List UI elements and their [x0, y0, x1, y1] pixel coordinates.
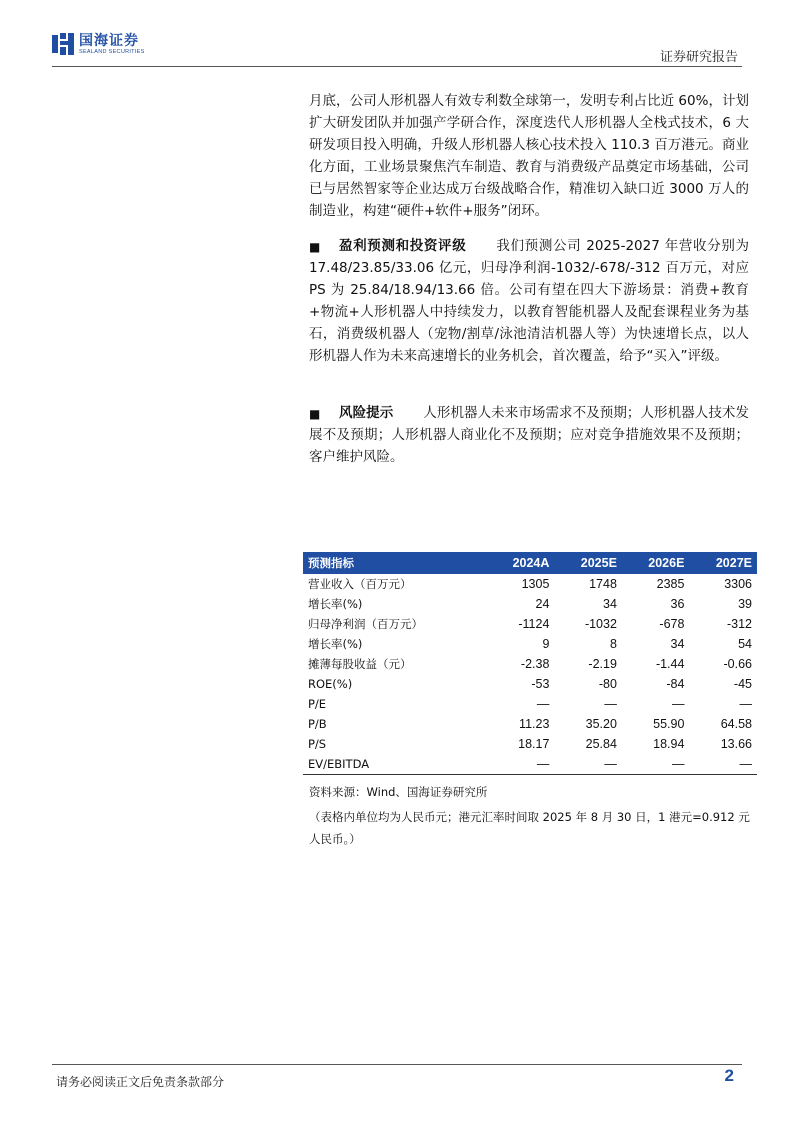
- table-cell: -53: [531, 677, 550, 691]
- row-label: 摊薄每股收益（元）: [308, 657, 412, 671]
- table-cell: 1748: [589, 577, 617, 591]
- logo-mark-icon: [52, 33, 74, 55]
- table-cell: 18.94: [653, 737, 685, 751]
- table-cell: -678: [659, 617, 685, 631]
- row-label: 增长率(%): [308, 597, 363, 611]
- table-cell: 64.58: [720, 717, 752, 731]
- table-cell: —: [604, 697, 617, 711]
- table-row: [303, 674, 757, 694]
- table-row: [303, 594, 757, 614]
- row-label: 增长率(%): [308, 637, 363, 651]
- forecast-section-text: 我们预测公司 2025-2027 年营收分别为 17.48/23.85/33.06 亿元，归母净利润-1032/-678/-312 百万元，对应 PS 为 25.84/18.94/13.66 倍。公司有望在四大下游场景：消费+教育+物流+人形机器人中持续发力，以教育智能机器人及配套课程业务为基石，消费级机器人（宠物/割草/泳池清洁机器人等）为快速增长点，以人形机器人作为未来高速增长的业务机会，首次覆盖，给予“买入”评级。: [309, 238, 750, 364]
- risk-section-title: 风险提示: [339, 405, 394, 421]
- table-cell: 9: [542, 637, 550, 651]
- row-label: P/B: [308, 717, 327, 731]
- table-header-cell: 2026E: [622, 552, 690, 574]
- table-cell: -1.44: [655, 657, 685, 671]
- table-cell: 36: [670, 597, 685, 611]
- table-row: [303, 574, 757, 594]
- table-cell: 1305: [521, 577, 550, 591]
- table-cell: 11.23: [519, 717, 550, 731]
- row-label: P/S: [308, 737, 327, 751]
- report-type: 证券研究报告: [659, 50, 738, 65]
- table-row: [303, 734, 757, 754]
- footer-disclaimer: 请务必阅读正文后免责条款部分: [56, 1075, 225, 1089]
- table-header-cell: 2024A: [486, 552, 555, 574]
- company-logo: [52, 31, 145, 57]
- table-cell: —: [689, 754, 757, 775]
- table-note: （表格内单位均为人民币元；港元汇率时间取 2025 年 8 月 30 日，1 港元=0.912 元人民币。）: [309, 810, 750, 846]
- footer-divider: [52, 1064, 742, 1065]
- logo-name-cn: 国海证券: [79, 32, 139, 49]
- forecast-table: [303, 552, 757, 775]
- row-label: 归母净利润（百万元）: [308, 617, 423, 631]
- header-divider: [52, 66, 742, 67]
- intro-paragraph: 月底，公司人形机器人有效专利数全球第一，发明专利占比近 60%，计划扩大研发团队并加强产学研合作，深度迭代人形机器人全栈式技术，6 大研发项目投入明确，升级人形机器人核心技术投入 110.3 百万港元。商业化方面，工业场景聚焦汽车制造、教育与消费级产品奠定市场基础，公司已与居然智家等企业达成万台级战略合作，精准切入缺口近 3000 万人的制造业，构建“硬件+软件+服务”闭环。: [309, 93, 749, 219]
- table-source: 资料来源：Wind、国海证券研究所: [309, 785, 488, 799]
- bullet-icon: ■: [309, 240, 321, 254]
- table-cell: 55.90: [653, 717, 685, 731]
- table-row: [303, 654, 757, 674]
- table-header-cell: 2027E: [689, 552, 757, 574]
- row-label: 营业收入（百万元）: [308, 577, 412, 591]
- table-cell: —: [739, 697, 752, 711]
- row-label: ROE(%): [308, 677, 353, 691]
- table-cell: -2.38: [520, 657, 550, 671]
- table-cell: —: [486, 754, 555, 775]
- page-number: 2: [724, 1066, 734, 1085]
- table-cell: 34: [670, 637, 685, 651]
- table-cell: 3306: [724, 577, 752, 591]
- table-row: [303, 634, 757, 654]
- logo-name-en: SEALAND SECURITIES: [79, 48, 145, 55]
- table-row: [303, 614, 757, 634]
- table-cell: 34: [603, 597, 617, 611]
- table-cell: -312: [726, 617, 752, 631]
- table-cell: 2385: [656, 577, 685, 591]
- table-cell: -1032: [584, 617, 617, 631]
- table-cell: 24: [535, 597, 550, 611]
- bullet-icon: ■: [309, 407, 321, 421]
- table-cell: -0.66: [723, 657, 752, 671]
- table-header-cell: 2025E: [554, 552, 622, 574]
- row-label: P/E: [308, 697, 327, 711]
- table-header-row: [303, 552, 757, 574]
- row-label: EV/EBITDA: [303, 754, 486, 775]
- table-row: [303, 694, 757, 714]
- table-row: [303, 714, 757, 734]
- risk-section-text: 人形机器人未来市场需求不及预期；人形机器人技术发展不及预期；人形机器人商业化不及预期；应对竞争措施效果不及预期；客户维护风险。: [309, 405, 749, 465]
- table-row: [303, 754, 757, 775]
- table-cell: 13.66: [720, 737, 752, 751]
- table-header-cell: 预测指标: [303, 552, 486, 574]
- table-cell: -80: [598, 677, 617, 691]
- table-cell: -1124: [518, 617, 550, 631]
- table-cell: —: [671, 697, 685, 711]
- risk-section: [309, 402, 749, 468]
- table-cell: -84: [666, 677, 685, 691]
- table-cell: —: [536, 697, 550, 711]
- table-cell: —: [554, 754, 622, 775]
- table-cell: 35.20: [585, 717, 617, 731]
- table-cell: 25.84: [585, 737, 617, 751]
- table-cell: 8: [609, 637, 617, 651]
- table-cell: -2.19: [588, 657, 617, 671]
- table-cell: 18.17: [518, 737, 550, 751]
- table-cell: -45: [733, 677, 752, 691]
- forecast-section-title: 盈利预测和投资评级: [339, 238, 467, 254]
- table-cell: 39: [738, 597, 752, 611]
- table-cell: —: [622, 754, 690, 775]
- forecast-section: [309, 235, 749, 367]
- table-cell: 54: [738, 637, 752, 651]
